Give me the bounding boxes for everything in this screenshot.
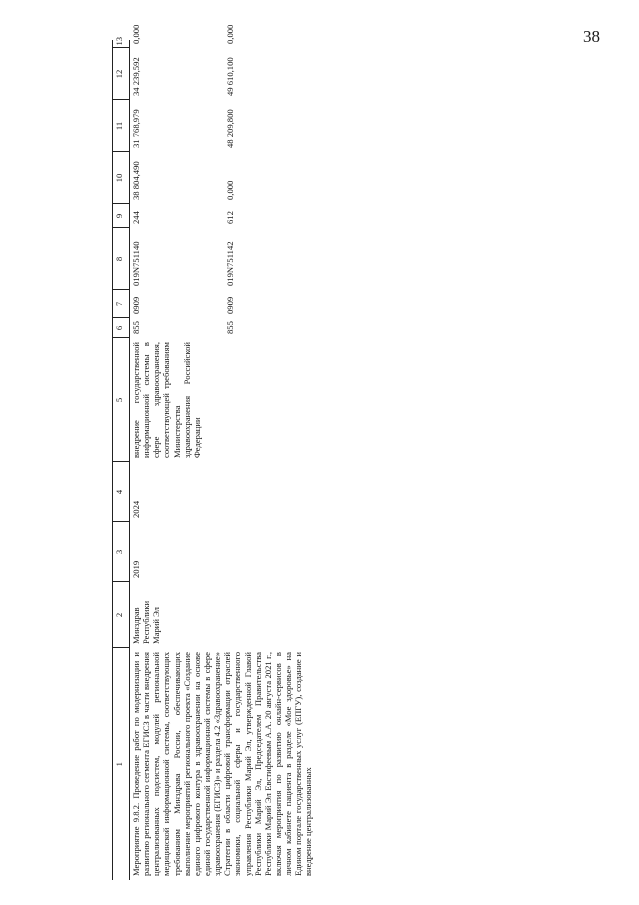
section-code: 0909 <box>224 296 235 314</box>
table-row <box>130 40 224 880</box>
activity-description: Мероприятие 9.8.2. Проведение работ по модернизации и развитию регионального сегмента ЕГИСЗ в части внедрения централизованных подсистем, модулей региональной медицинской информационной системы, соответствующих требованиям Минздрава России, обеспечивающих выполнение мероприятий регионального проекта «Создание единого цифрового контура в здравоохранении на основе единой государственной информационной системы в сфере здравоохранения (ЕГИСЗ)» и раздела 4.2 «Здравоохранение» Стратегии в области цифровой трансформации отраслей экономики, социальной сферы и государственного управления Республики Марий Эл, утвержденной Главой Республики Марий Эл, Председателем Правительства Республики Марий Эл Евстифеевым А.А. 20 августа 2021 г., включая мероприятия по развитию онлайн-сервисов в личном кабинете пациента в разделе «Мое здоровье» на Едином портале государственных услуг (ЕПГУ), создание и внедрение централизованных <box>131 652 314 876</box>
grbs-code: 855 <box>224 321 235 334</box>
target-article-code: 019N751140 <box>131 241 141 286</box>
target-article-code: 019N751142 <box>224 241 235 286</box>
column-header: 9 <box>113 204 130 228</box>
table-header-row <box>113 40 130 880</box>
column-header: 5 <box>113 338 130 462</box>
expense-type-code: 612 <box>224 211 235 224</box>
budget-table <box>112 24 315 880</box>
amount-col-10: 0,000 <box>224 180 235 200</box>
amount-col-11: 48 209,800 <box>224 109 235 148</box>
amount-col-13: 0,000 <box>224 24 235 44</box>
column-header: 12 <box>113 48 130 100</box>
rotated-table-container <box>112 24 622 880</box>
amount-col-10: 38 804,490 <box>131 161 141 200</box>
column-header: 1 <box>113 648 130 880</box>
amount-col-12: 34 239,592 <box>131 57 141 96</box>
expense-type-code: 244 <box>131 211 141 224</box>
expected-result: внедрение государственной информационной системы в сфере здравоохранения, соответствующей требованиям Министерства здравоохранения Российской Федерации <box>131 342 202 458</box>
end-year: 2024 <box>131 500 141 518</box>
column-header: 11 <box>113 100 130 152</box>
amount-col-12: 49 610,100 <box>224 57 235 96</box>
column-header: 3 <box>113 522 130 582</box>
grbs-code: 855 <box>131 321 141 334</box>
column-header: 2 <box>113 582 130 648</box>
start-year: 2019 <box>131 560 141 578</box>
column-header: 10 <box>113 152 130 204</box>
amount-col-11: 31 768,979 <box>131 109 141 148</box>
amount-col-13: 0,000 <box>131 24 141 44</box>
section-code: 0909 <box>131 296 141 314</box>
column-header: 7 <box>113 290 130 318</box>
column-header: 6 <box>113 318 130 338</box>
responsible-executor: Минздрав Республики Марий Эл <box>131 600 162 644</box>
column-header: 13 <box>113 40 130 48</box>
column-header: 4 <box>113 462 130 522</box>
page-number: 38 <box>583 27 600 46</box>
column-header: 8 <box>113 228 130 290</box>
